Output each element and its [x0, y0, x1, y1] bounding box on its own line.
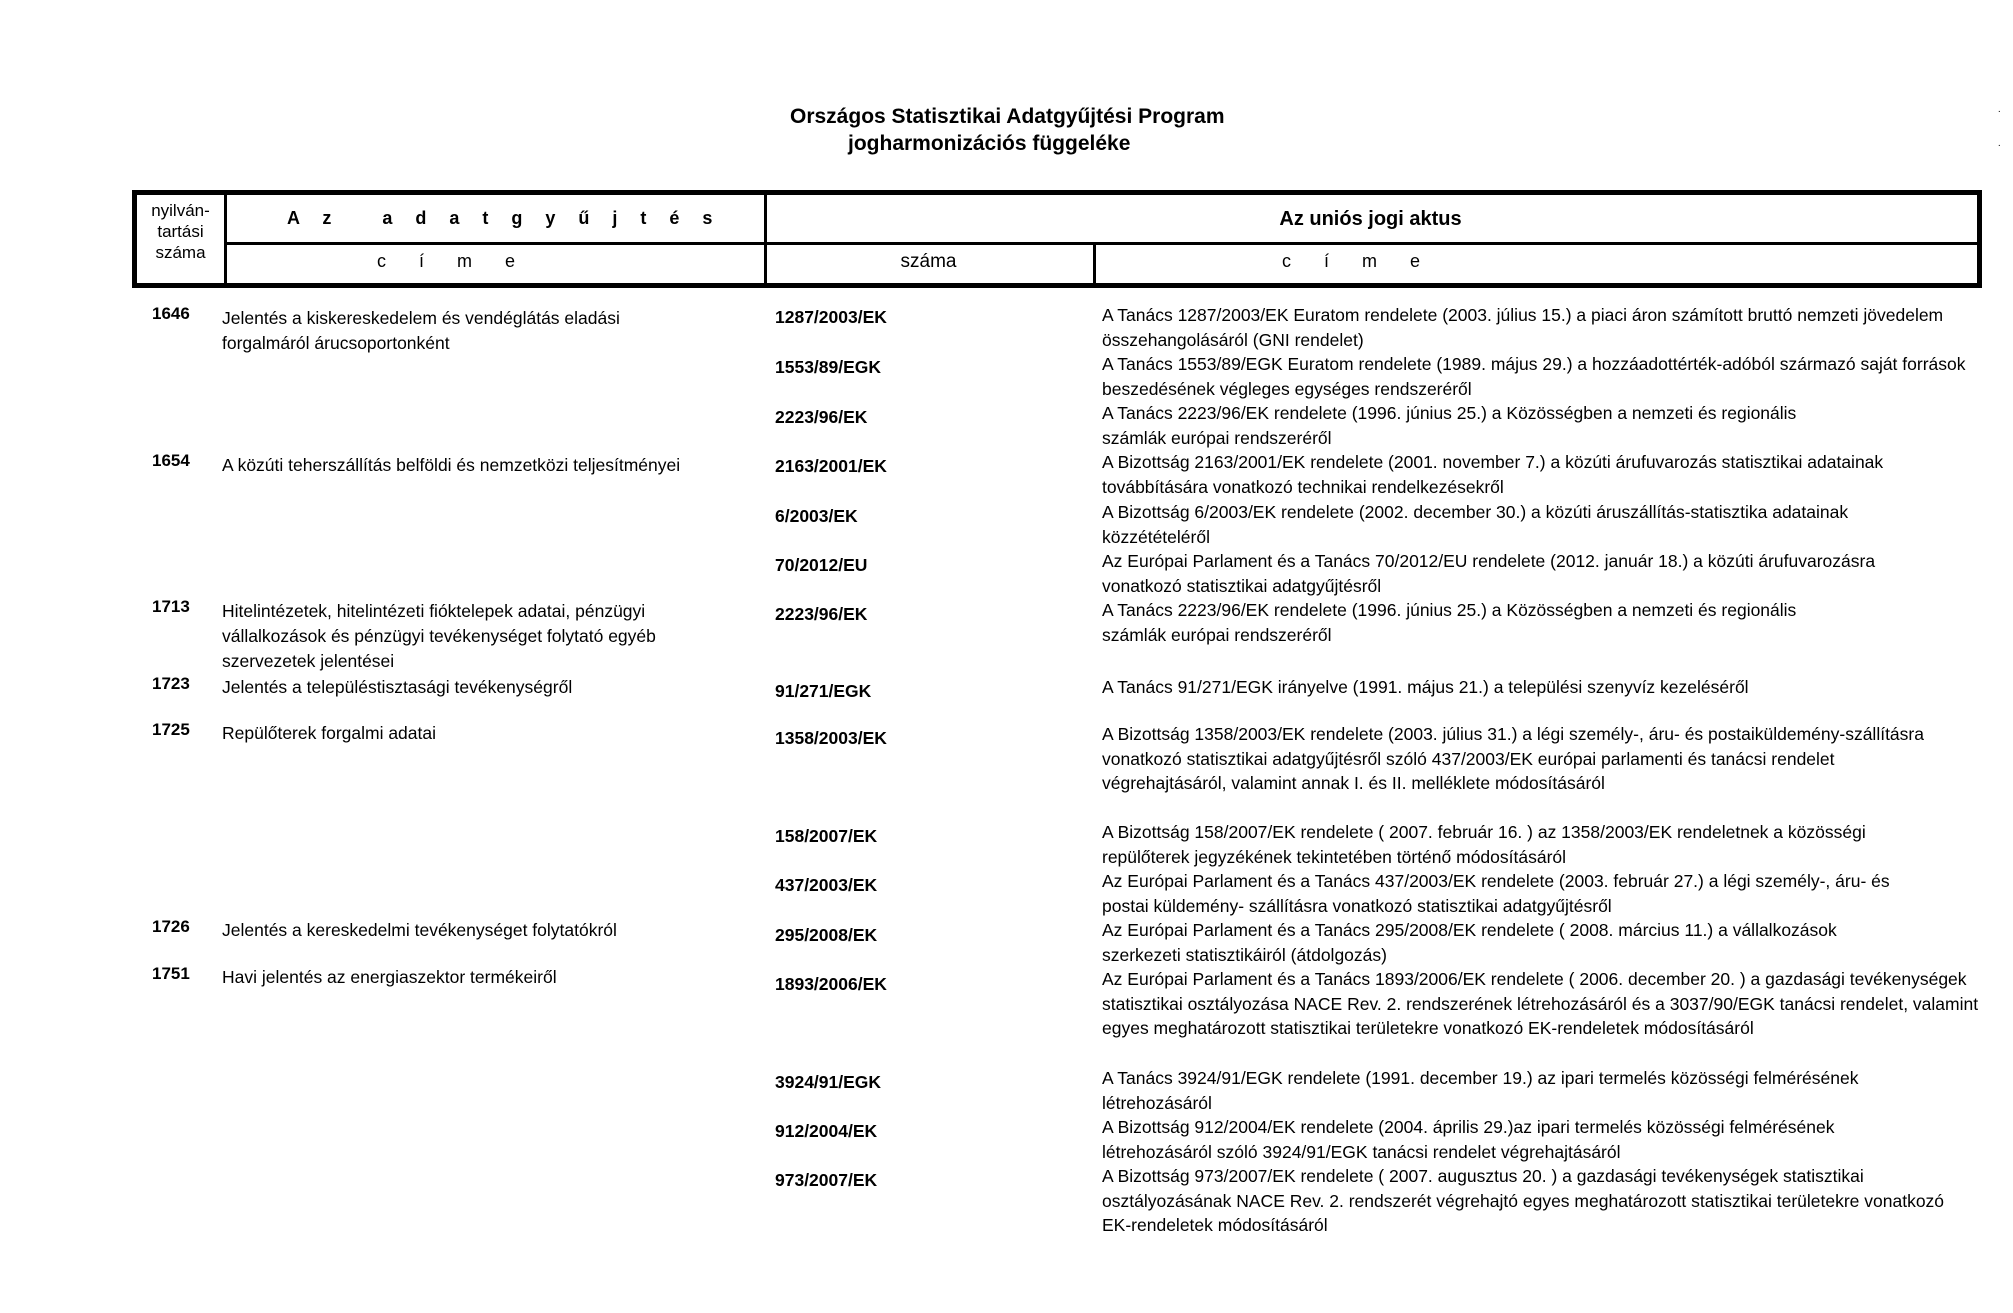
act-title: A Bizottság 912/2004/EK rendelete (2004. április 29.)az ipari termelés közösségi felmérésének létrehozásáról szóló 3924/91/EGK tanácsi rendelet végrehajtásáról: [1102, 1117, 1835, 1162]
act-number: 6/2003/EK: [775, 506, 858, 526]
divider: [224, 242, 1977, 245]
act-title: A Bizottság 973/2007/EK rendelete ( 2007. augusztus 20. ) a gazdasági tevékenységek statisztikai osztályozásának NACE Rev. 2. rendszerét végrehajtó egyes meghatározott statisztikai területekre vonatkozó EK-rendeletek módosításáról: [1102, 1166, 1945, 1235]
act-title: Az Európai Parlament és a Tanács 1893/2006/EK rendelete ( 2006. december 20. ) a gazdasági tevékenységek statisztikai osztályozása NACE Rev. 2. rendszerének létrehozásáról és a 3037/90/EGK tanácsi rendelet, valamint egyes meghatározott statisztikai területekre vonatkozó EK-rendeletek módosításáról: [1102, 969, 1979, 1038]
act-number: 3924/91/EGK: [775, 1072, 882, 1092]
act-title: A Tanács 2223/96/EK rendelete (1996. június 25.) a Közösségben a nemzeti és regionális számlák európai rendszeréről: [1102, 403, 1797, 448]
act-number: 2223/96/EK: [775, 604, 868, 624]
row-id: 1725: [152, 720, 190, 739]
act-title: A Tanács 91/271/EGK irányelve (1991. május 21.) a települési szenyvíz kezeléséről: [1102, 677, 1749, 697]
eu-number-header: száma: [900, 251, 957, 272]
survey-group-header: A z a d a t g y ű j t é s: [287, 208, 722, 228]
row-title: Jelentés a kereskedelmi tevékenységet folytatókról: [222, 920, 617, 940]
act-number: 1358/2003/EK: [775, 728, 887, 748]
row-title: Repülőterek forgalmi adatai: [222, 723, 437, 743]
divider: [1093, 242, 1096, 283]
eu-act-group-header: Az uniós jogi aktus: [1279, 208, 1462, 230]
act-title: Az Európai Parlament és a Tanács 295/2008/EK rendelete ( 2008. március 11.) a vállalkozások szerkezeti statisztikáiról (átdolgozás): [1102, 920, 1837, 965]
table-header: [132, 190, 1982, 288]
act-title: A Bizottság 158/2007/EK rendelete ( 2007. február 16. ) az 1358/2003/EK rendeletnek a közösségi repülőterek jegyzékének tekintetében történő módosításáról: [1102, 822, 1866, 867]
act-title: A Tanács 3924/91/EGK rendelete (1991. december 19.) az ipari termelés közösségi felmérésének létrehozásáról: [1102, 1068, 1859, 1113]
row-title: Jelentés a településtisztasági tevékenységről: [222, 677, 573, 697]
survey-title-header: c í m e: [377, 251, 530, 271]
act-number: 158/2007/EK: [775, 826, 878, 846]
col-id-header: nyilván- tartási száma: [151, 201, 210, 262]
act-number: 295/2008/EK: [775, 925, 878, 945]
row-id: 1751: [152, 964, 190, 983]
act-title: A Bizottság 1358/2003/EK rendelete (2003. július 31.) a légi személy-, áru- és postaiküldemény-szállításra vonatkozó statisztikai adatgyűjtésről szóló 437/2003/EK európai parlamenti és tanácsi rendelet végrehajtásáról, valamint annak I. és II. melléklete módosításáról: [1102, 724, 1924, 793]
row-title: Jelentés a kiskereskedelem és vendéglátás eladási forgalmáról árucsoportonként: [222, 308, 620, 353]
act-number: 1553/89/EGK: [775, 357, 882, 377]
title-line-2: jogharmonizációs függeléke: [848, 132, 1131, 155]
divider: [224, 195, 227, 283]
row-title: Hitelintézetek, hitelintézeti fióktelepek adatai, pénzügyi vállalkozások és pénzügyi tevékenységet folytató egyéb szervezetek jelentései: [222, 601, 656, 671]
act-title: A Bizottság 2163/2001/EK rendelete (2001. november 7.) a közúti árufuvarozás statisztikai adatainak továbbítására vonatkozó technikai rendelkezésekről: [1102, 452, 1884, 497]
margin-mark: ·: [1997, 106, 2001, 117]
act-number: 1893/2006/EK: [775, 974, 887, 994]
margin-mark: ·: [1997, 140, 2001, 151]
row-id: 1726: [152, 917, 190, 936]
act-title: Az Európai Parlament és a Tanács 70/2012/EU rendelete (2012. január 18.) a közúti árufuvarozásra vonatkozó statisztikai adatgyűjtésről: [1102, 551, 1876, 596]
act-title: Az Európai Parlament és a Tanács 437/2003/EK rendelete (2003. február 27.) a légi személy-, áru- és postai küldemény- szállításra vonatkozó statisztikai adatgyűjtésről: [1102, 871, 1890, 916]
row-id: 1723: [152, 674, 190, 693]
row-id: 1646: [152, 304, 190, 323]
page-title: [790, 103, 1225, 157]
eu-title-header: c í m e: [1282, 251, 1435, 271]
act-number: 2163/2001/EK: [775, 456, 887, 476]
act-title: A Tanács 2223/96/EK rendelete (1996. június 25.) a Közösségben a nemzeti és regionális számlák európai rendszeréről: [1102, 600, 1797, 645]
row-id: 1713: [152, 597, 190, 616]
row-title: Havi jelentés az energiaszektor termékeiről: [222, 967, 557, 987]
row-id: 1654: [152, 451, 190, 470]
act-number: 1287/2003/EK: [775, 307, 887, 327]
act-number: 437/2003/EK: [775, 875, 878, 895]
act-number: 2223/96/EK: [775, 407, 868, 427]
act-number: 70/2012/EU: [775, 555, 868, 575]
act-title: A Tanács 1287/2003/EK Euratom rendelete (2003. július 15.) a piaci áron számított bruttó nemzeti jövedelem összehangolásáról (GNI rendelet): [1102, 305, 1944, 350]
act-number: 973/2007/EK: [775, 1170, 878, 1190]
row-title: A közúti teherszállítás belföldi és nemzetközi teljesítményei: [222, 455, 681, 475]
act-number: 912/2004/EK: [775, 1121, 878, 1141]
title-line-1: Országos Statisztikai Adatgyűjtési Program: [790, 105, 1225, 128]
act-title: A Tanács 1553/89/EGK Euratom rendelete (1989. május 29.) a hozzáadottérték-adóból származó saját források beszedésének végleges egységes rendszeréről: [1102, 354, 1966, 399]
act-number: 91/271/EGK: [775, 681, 872, 701]
act-title: A Bizottság 6/2003/EK rendelete (2002. december 30.) a közúti áruszállítás-statisztika adatainak közzétételéről: [1102, 502, 1849, 547]
